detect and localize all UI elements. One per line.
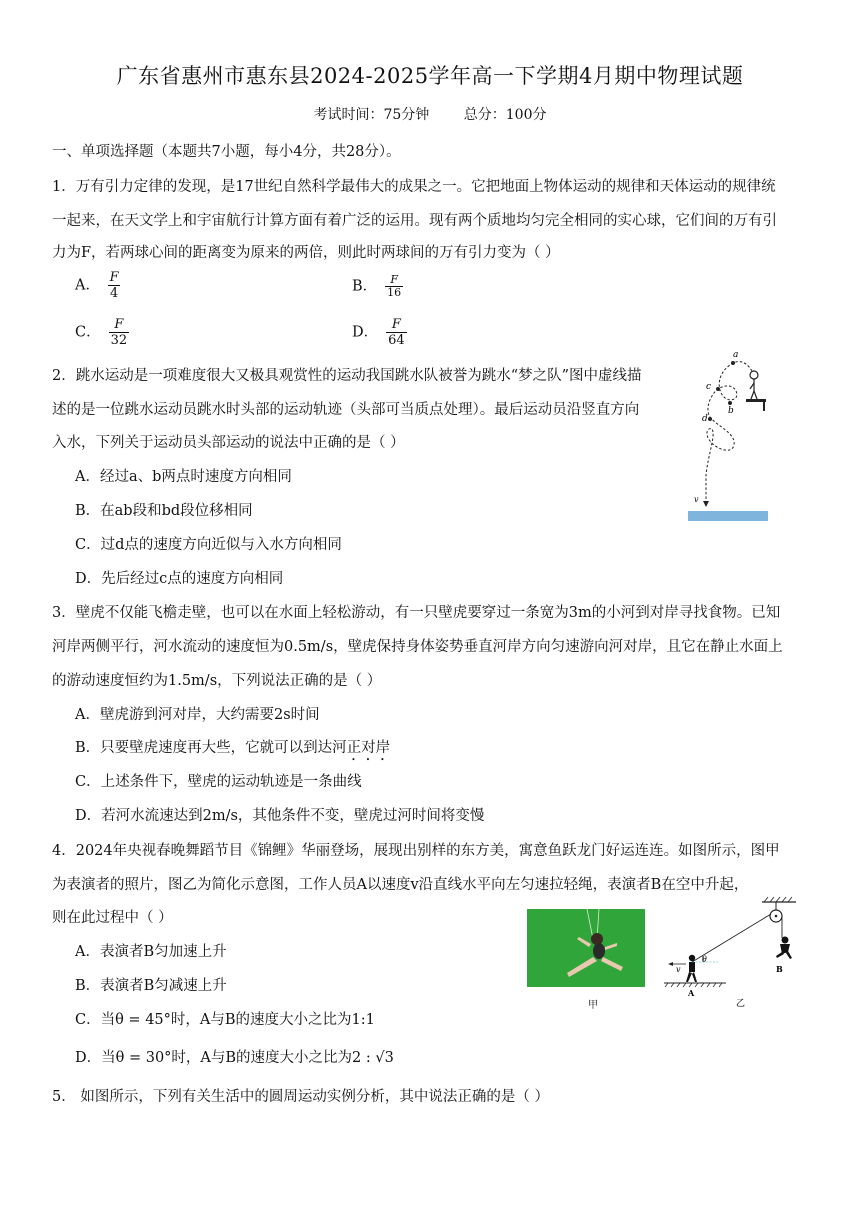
exam-meta: [0, 104, 860, 124]
q3-option-d: D．若河水流速达到2m/s，其他条件不变，壁虎过河时间将变慢: [75, 808, 485, 824]
performer-photo-graphic: [527, 909, 645, 987]
label-v: v: [676, 965, 681, 974]
q3-option-a: A．壁虎游到河对岸，大约需要2s时间: [75, 707, 320, 723]
figure-label-yi: 乙: [736, 999, 746, 1009]
ground-hatching: [665, 983, 722, 987]
q4-line-3: 则在此过程中（ ）: [52, 910, 173, 926]
worker-a-figure: [686, 955, 697, 982]
q3-option-b: B．只要壁虎速度再大些，它就可以到达河正对岸: [75, 740, 391, 756]
q1-option-b: B． $\frac{F}{16}$: [352, 273, 402, 299]
water-surface: [688, 511, 768, 521]
q2-line-2: 述的是一位跳水运动员跳水时头部的运动轨迹（头部可当质点处理）。最后运动员沿竖直方向: [52, 402, 640, 418]
diving-platform: [746, 399, 766, 402]
q2-option-d: D．先后经过c点的速度方向相同: [75, 571, 284, 587]
q1-line-2: 一起来，在天文学上和宇宙航行计算方面有着广泛的运用。现有两个质地均匀完全相同的实心球，它们间的万有引: [52, 213, 777, 229]
point-d-marker: [708, 417, 712, 421]
q5-line-1: 5． 如图所示，下列有关生活中的圆周运动实例分析，其中说法正确的是（ ）: [52, 1089, 549, 1105]
q2-option-a: A．经过a、b两点时速度方向相同: [75, 469, 292, 485]
q3-line-3: 的游动速度恒约为1.5m/s，下列说法正确的是（ ）: [52, 673, 382, 689]
label-theta: θ: [702, 955, 707, 964]
q4-option-d: D．当θ = 30°时，A与B的速度大小之比为2 : √3: [75, 1050, 394, 1066]
q4-option-a: A．表演者B匀加速上升: [75, 944, 227, 960]
section-heading: 一、单项选择题（本题共7小题，每小4分，共28分）。: [52, 144, 401, 160]
diving-trajectory-figure: [680, 345, 780, 527]
label-v: v: [694, 495, 699, 504]
q1-option-a: A． $\frac{F}{4}$: [75, 270, 119, 301]
q4-option-b: B．表演者B匀减速上升: [75, 978, 227, 994]
point-b-marker: [728, 401, 732, 405]
q2-line-1: 2．跳水运动是一项难度很大又极具观赏性的运动我国跳水队被誉为跳水“梦之队”图中虚线描: [52, 368, 642, 384]
q2-option-b: B．在ab段和bd段位移相同: [75, 503, 253, 519]
label-a: a: [733, 350, 739, 360]
q4-option-c: C．当θ = 45°时，A与B的速度大小之比为1:1: [75, 1012, 375, 1028]
trajectory-path: [706, 362, 752, 503]
label-a: A: [688, 988, 695, 998]
q4-line-1: 4．2024年央视春晚舞蹈节目《锦鲤》华丽登场，展现出别样的东方美，寓意鱼跃龙门好运连连。如图所示，图甲: [52, 843, 780, 859]
q4-line-2: 为表演者的照片，图乙为简化示意图，工作人员A以速度v沿直线水平向左匀速拉轻绳，表演者B在空中升起，: [52, 877, 749, 893]
label-b: b: [728, 406, 734, 416]
emphasis-text: 正对岸: [346, 740, 391, 756]
label-c: c: [706, 382, 712, 392]
q1-option-d: D． $\frac{F}{64}$: [352, 317, 405, 348]
q1-option-c: C． $\frac{F}{32}$: [75, 317, 128, 348]
q3-option-c: C．上述条件下，壁虎的运动轨迹是一条曲线: [75, 774, 362, 790]
performer-photo: [527, 909, 645, 987]
pulley-diagram: [664, 896, 812, 1012]
velocity-arrowhead: [668, 962, 673, 966]
exam-time: 考试时间：75分钟: [313, 107, 430, 123]
point-c-marker: [716, 387, 720, 391]
q3-line-2: 河岸两侧平行，河水流动的速度恒为0.5m/s，壁虎保持身体姿势垂直河岸方向匀速游向河对岸，且它在静止水面上: [52, 639, 783, 655]
point-a-marker: [731, 361, 735, 365]
label-b: B: [776, 964, 783, 974]
exam-title: 广东省惠州市惠东县2024-2025学年高一下学期4月期中物理试题: [116, 64, 744, 88]
q1-line-1: 1．万有引力定律的发现，是17世纪自然科学最伟大的成果之一。它把地面上物体运动的规律和天体运动的规律统: [52, 179, 776, 195]
pulley-axle: [775, 915, 778, 918]
total-score: 总分：100分: [463, 107, 547, 123]
green-screen-background: [527, 909, 645, 987]
figure-label-jia: 甲: [588, 1000, 598, 1011]
label-d: d: [702, 414, 708, 424]
diver-figure: [750, 371, 758, 399]
performer-b-figure: [776, 937, 792, 960]
q2-option-c: C．过d点的速度方向近似与入水方向相同: [75, 537, 342, 553]
q2-line-3: 入水，下列关于运动员头部运动的说法中正确的是（ ）: [52, 435, 405, 451]
ceiling-hatching: [764, 897, 792, 902]
q1-line-3: 力为F，若两球心间的距离变为原来的两倍，则此时两球间的万有引力变为（ ）: [52, 245, 560, 261]
q3-line-1: 3．壁虎不仅能飞檐走壁，也可以在水面上轻松游动，有一只壁虎要穿过一条宽为3m的小河到对岸寻找食物。已知: [52, 605, 781, 621]
entry-arrowhead: [703, 501, 709, 507]
